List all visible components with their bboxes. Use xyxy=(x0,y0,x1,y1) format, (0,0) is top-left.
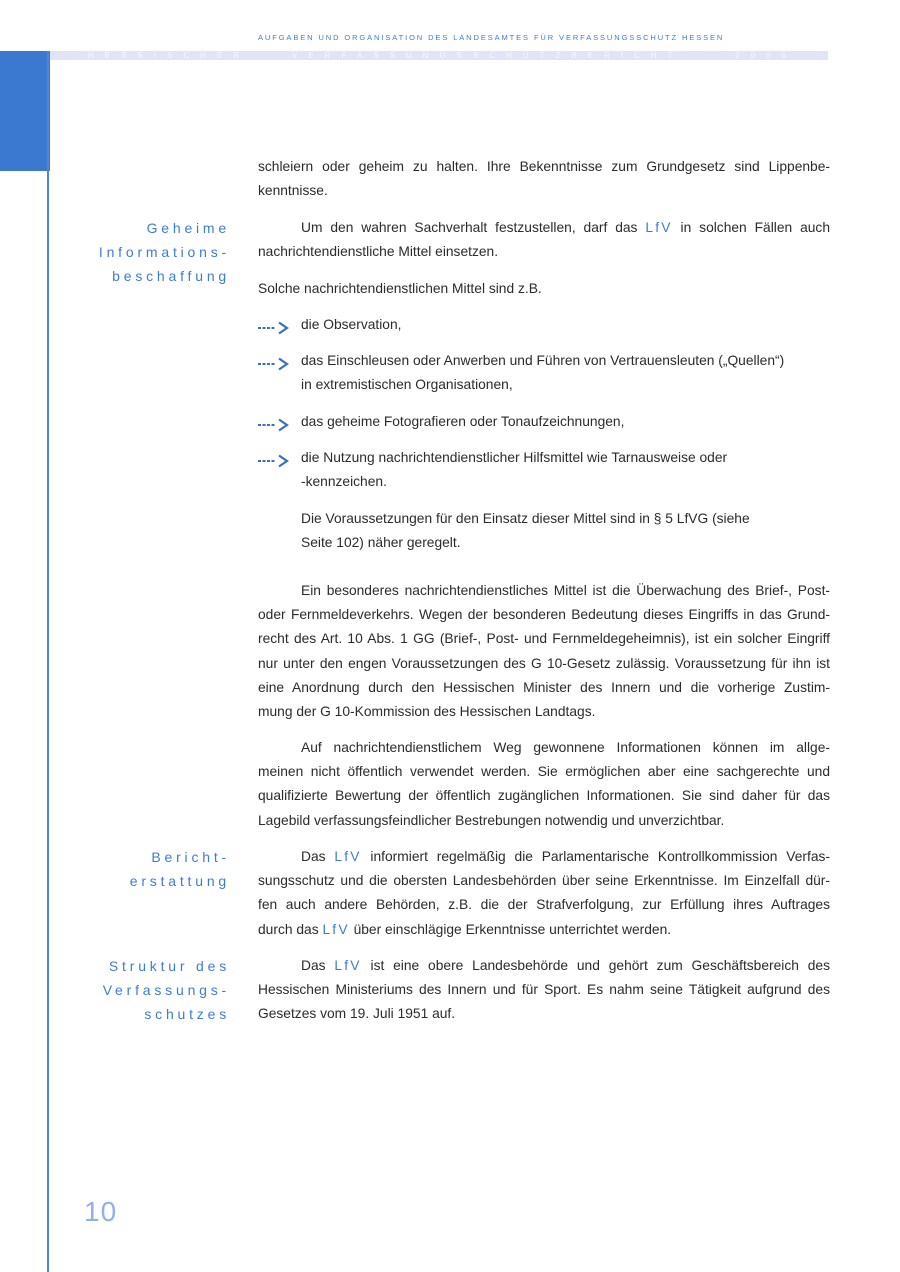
margin-note-struktur xyxy=(60,954,230,1027)
body-line: Solche nachrichtendienstlichen Mittel sind z.B. xyxy=(258,281,542,296)
list-item xyxy=(258,313,830,337)
body-line: Ein besonderes nachrichtendienstliches Mittel ist die Überwachung des Brief-, Post- xyxy=(301,583,830,598)
line-text: Das xyxy=(301,958,335,973)
band-word-2: VERFASSUNGSSCHUTZBERICHT xyxy=(292,51,684,60)
body-line: oder Fernmeldeverkehrs. Wegen der besonderen Bedeutung dieses Eingriffs in das Grund- xyxy=(258,607,830,623)
body-line xyxy=(258,918,830,942)
line-text: ist eine obere Landesbehörde und gehört zum Geschäftsbereich des xyxy=(361,958,830,973)
paragraph xyxy=(258,155,830,203)
margin-note-berichterstattung xyxy=(60,845,230,893)
running-title: AUFGABEN UND ORGANISATION DES LANDESAMTES FÜR VERFASSUNGSSCHUTZ HESSEN xyxy=(258,33,725,42)
paragraph xyxy=(258,579,830,724)
line-text: Um den wahren Sachverhalt festzustellen, darf das xyxy=(301,220,646,235)
paragraph xyxy=(258,736,830,833)
body-line xyxy=(258,845,830,869)
list-item-text: das geheime Fotografieren oder Tonaufzeichnungen, xyxy=(301,414,625,429)
bullet-arrow-icon xyxy=(258,321,289,335)
body-line: meinen nicht öffentlich verwendet werden. Sie ermöglichen aber eine sachgerechte und xyxy=(258,764,830,780)
line-text: informiert regelmäßig die Parlamentarische Kontrollkommission Verfas- xyxy=(361,849,830,864)
line-text: durch das xyxy=(258,921,323,937)
abbr-lfv: LfV xyxy=(334,849,362,864)
body-line: Hessischen Ministeriums des Innern und für Sport. Es nahm seine Tätigkeit aufgrund des xyxy=(258,982,830,998)
legal-note xyxy=(301,507,830,555)
body-line: qualifizierte Bewertung der öffentlich zugänglichen Informationen. Sie sind daher für das xyxy=(258,788,830,804)
body-line: Gesetzes vom 19. Juli 1951 auf. xyxy=(258,1006,456,1022)
body-line: sungsschutz und die obersten Landesbehörden über seine Erkenntnisse. Im Einzelfall dür- xyxy=(258,873,830,889)
line-text: in solchen Fällen auch xyxy=(672,220,830,235)
band-year: 2000 xyxy=(735,51,797,60)
body-line: kenntnisse. xyxy=(258,183,328,199)
note-line: Die Voraussetzungen für den Einsatz dieser Mittel sind in § 5 LfVG (siehe xyxy=(301,511,750,526)
page-number: 10 xyxy=(84,1196,118,1227)
paragraph xyxy=(258,216,830,264)
body-line: nur unter den engen Voraussetzungen des G 10-Gesetz zulässig. Voraussetzung für ihn ist xyxy=(258,655,830,671)
body-line xyxy=(258,954,830,978)
paragraph xyxy=(258,954,830,1027)
list-item-text: die Nutzung nachrichtendienstlicher Hilfsmittel wie Tarnausweise oder xyxy=(301,450,728,465)
margin-note-informationsbeschaffung xyxy=(60,216,230,289)
corner-color-block xyxy=(0,51,50,171)
abbr-lfv: LfV xyxy=(334,958,362,973)
list-item-text: die Observation, xyxy=(301,317,402,332)
margin-note-line: schutzes xyxy=(144,1006,230,1023)
bullet-arrow-icon xyxy=(258,357,289,371)
margin-note-line: Bericht- xyxy=(151,849,230,865)
margin-note-line: Informations- xyxy=(98,244,230,261)
list-item xyxy=(258,446,830,494)
list-item-text: das Einschleusen oder Anwerben und Führen von Vertrauensleuten („Quellen“) xyxy=(301,353,785,368)
line-text: Das xyxy=(301,849,335,864)
abbr-lfv: LfV xyxy=(322,921,350,937)
line-text: über einschlägige Erkenntnisse unterrichtet werden. xyxy=(349,921,672,937)
body-line xyxy=(258,216,830,240)
margin-note-line: erstattung xyxy=(129,873,230,890)
margin-note-line: Struktur des xyxy=(108,958,230,974)
paragraph xyxy=(258,845,830,942)
body-line: Lagebild verfassungsfeindlicher Bestrebungen notwendig und unverzichtbar. xyxy=(258,812,725,828)
body-line: recht des Art. 10 Abs. 1 GG (Brief-, Post- und Fernmeldegeheimnis), ist ein solcher Eingriff xyxy=(258,631,830,647)
body-line: mung der G 10-Kommission des Hessischen Landtags. xyxy=(258,703,596,719)
band-word-1: HESSISCHER xyxy=(88,51,251,60)
margin-note-line: Geheime xyxy=(146,220,230,236)
bullet-arrow-icon xyxy=(258,418,289,432)
body-line: Auf nachrichtendienstlichem Weg gewonnene Informationen können im allge- xyxy=(301,740,830,755)
body-line: schleiern oder geheim zu halten. Ihre Bekenntnisse zum Grundgesetz sind Lippenbe- xyxy=(258,159,830,174)
margin-note-line: Verfassungs- xyxy=(102,982,230,999)
list-item xyxy=(258,349,830,397)
body-line: nachrichtendienstliche Mittel einsetzen. xyxy=(258,244,499,260)
body-line: eine Anordnung durch den Hessischen Minister des Innern und die vorherige Zustim- xyxy=(258,679,830,695)
list-item-text: -kennzeichen. xyxy=(301,474,387,490)
list-item xyxy=(258,410,830,434)
margin-note-line: beschaffung xyxy=(112,268,230,285)
abbr-lfv: LfV xyxy=(645,220,673,235)
bullet-arrow-icon xyxy=(258,454,289,468)
header-band xyxy=(50,51,828,60)
note-line: Seite 102) näher geregelt. xyxy=(301,535,461,551)
list-item-text: in extremistischen Organisationen, xyxy=(301,377,513,393)
margin-rule xyxy=(47,51,49,1272)
paragraph xyxy=(258,277,830,301)
body-line: fen auch andere Behörden, z.B. die der Strafverfolgung, zur Erfüllung ihres Auftrages xyxy=(258,897,830,913)
